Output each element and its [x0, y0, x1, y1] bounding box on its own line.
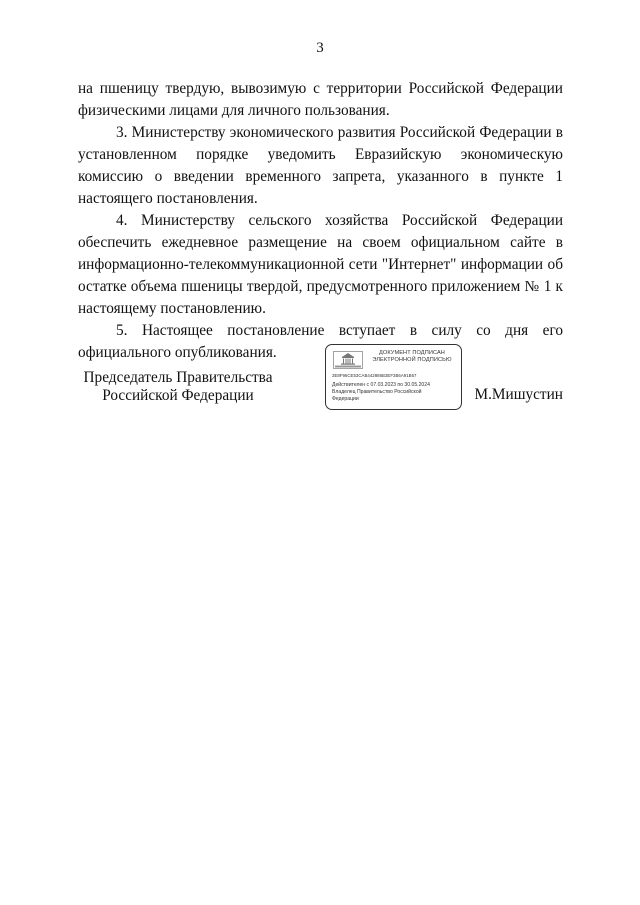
stamp-owner-line1: Владелец Правительство Российской	[332, 389, 422, 395]
electronic-signature-stamp	[325, 344, 462, 410]
stamp-title	[366, 350, 458, 364]
paragraph-item-3: 3. Министерству экономического развития Российской Федерации в установленном порядке уведомить Евразийскую экономическую комиссию о введении временного запрета, указанного в пункте 1 настоящего постановления.	[78, 124, 563, 207]
paragraph-item-4: 4. Министерству сельского хозяйства Российской Федерации обеспечить ежедневное размещение на своем официальном сайте в информационно-телекоммуникационной сети "Интернет" информации об остатке объема пшеницы твердой, предусмотренного приложением № 1 к настоящему постановлению.	[78, 212, 563, 317]
signatory-position-line1: Председатель Правительства	[83, 369, 273, 386]
paragraph-continuation: на пшеницу твердую, вывозимую с территории Российской Федерации физическими лицами для личного пользования.	[78, 80, 563, 119]
signatory-position	[78, 369, 278, 405]
government-building-icon	[333, 351, 363, 369]
signatory-position-line2: Российской Федерации	[102, 387, 254, 404]
signer-name: М.Мишустин	[474, 386, 563, 403]
page-number: 3	[316, 40, 324, 56]
stamp-title-line2: ЭЛЕКТРОННОЙ ПОДПИСЬЮ	[372, 357, 452, 363]
document-body	[78, 78, 563, 364]
stamp-owner-line2: Федерации	[332, 396, 359, 402]
stamp-title-line1: ДОКУМЕНТ ПОДПИСАН	[379, 350, 445, 356]
stamp-validity: Действителен с 07.03.2023 по 30.05.2024	[332, 382, 430, 388]
paragraph-item-5: 5. Настоящее постановление вступает в силу со дня его официального опубликования.	[78, 322, 563, 361]
stamp-details	[332, 382, 458, 403]
stamp-certificate-number: 3E8F96CE53CAB442886B3EF3B6A91B67	[332, 373, 417, 378]
